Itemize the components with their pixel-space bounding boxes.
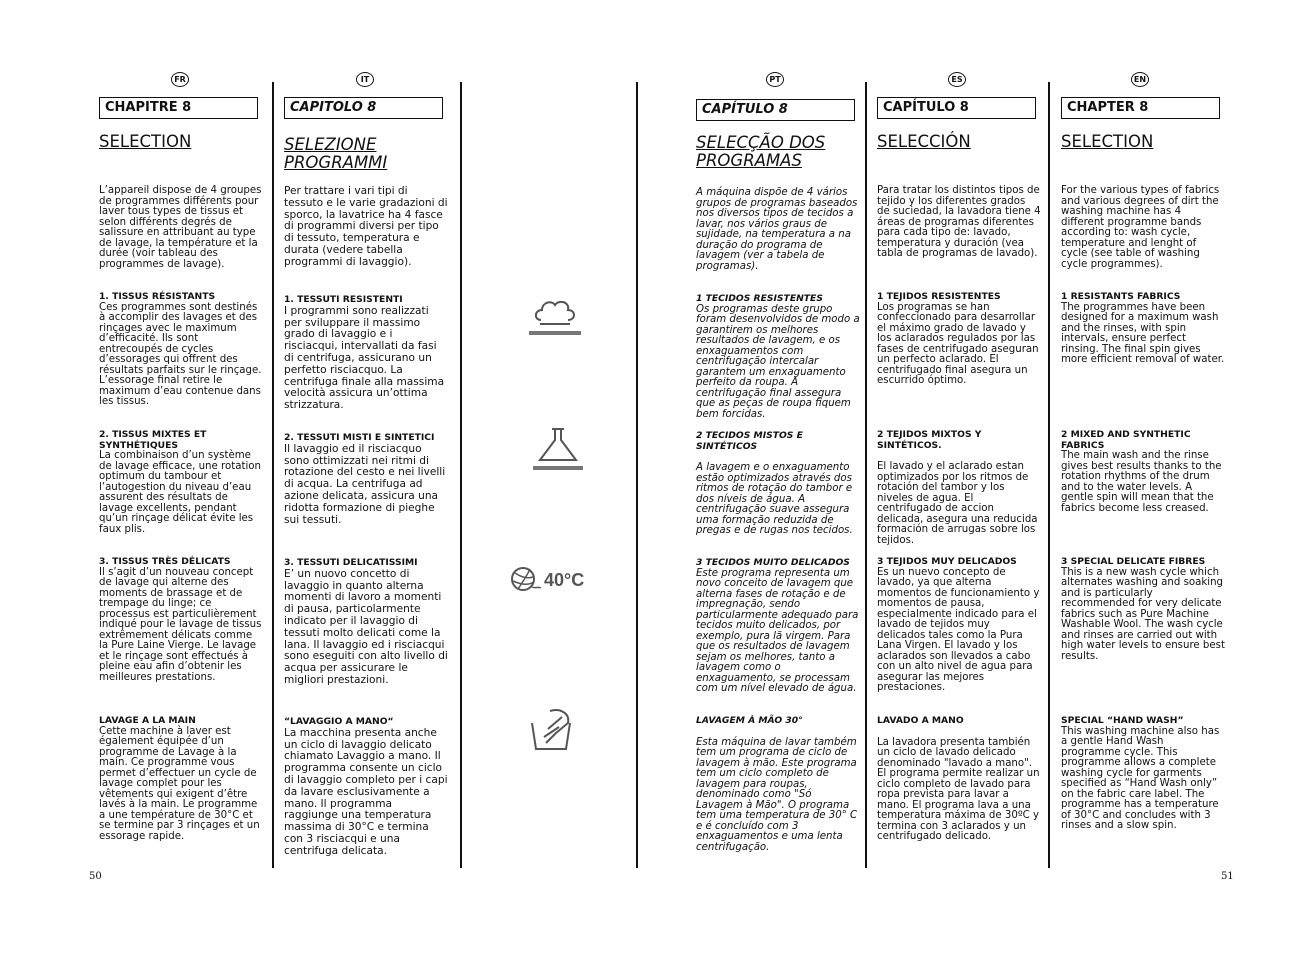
language-flag-it: IT xyxy=(356,72,374,87)
section-4 xyxy=(696,716,860,853)
section-1 xyxy=(877,292,1041,387)
section-body: Il lavaggio ed il risciacquo sono ottimizzati nei ritmi di rotazione del cesto e nei livelli di acqua. La centrifuga ad azione delicata, assicura una ridotta formazione di pieghe sui tessuti. xyxy=(284,442,446,526)
section-3 xyxy=(696,558,860,695)
section-body: The programmes have been designed for a maximum wash and the rinses, with spin intervals, ensure perfect rinsing. The final spin gives more efficient removal of water. xyxy=(1061,301,1225,365)
section-2 xyxy=(696,431,860,537)
section-body: A lavagem e o enxaguamento estão optimizados através dos ritmos de rotação do tambor e dos níveis de água. A centrifugação suave assegura uma formação reduzida de pregas e de rugas nos tecidos. xyxy=(696,462,853,536)
wool-icon xyxy=(508,562,542,600)
section-body: I programmi sono realizzati per sviluppare il massimo grado di lavaggio e i risciacqui, intervallati da fasi di centrifuga, assicurano un perfetto risciacquo. La centrifuga finale alla massima velocità assicura un’ottima strizzatura. xyxy=(284,304,445,412)
chapter-heading: CAPITOLO 8 xyxy=(284,97,443,119)
section-1 xyxy=(99,292,263,408)
section-heading: 3 SPECIAL DELICATE FIBRES xyxy=(1061,556,1206,567)
page-number-left: 50 xyxy=(89,871,102,882)
section-heading: 2 MIXED AND SYNTHETIC FABRICS xyxy=(1061,429,1191,451)
section-3 xyxy=(99,557,263,683)
column-divider xyxy=(460,82,462,868)
section-body: La macchina presenta anche un ciclo di lavaggio delicato chiamato Lavaggio a mano. Il programma consente un ciclo di lavaggio completo per i capi da lavare esclusivamente a mano. Il programma raggiunge una temperatura massima di 30°C e termina con 3 risciacqui e una centrifuga delicata. xyxy=(284,726,448,857)
section-3 xyxy=(284,557,448,687)
section-heading: 2 TECIDOS MISTOS E SINTÉTICOS xyxy=(696,430,803,452)
section-4 xyxy=(877,716,1041,843)
section-heading: 1 RESISTANTS FABRICS xyxy=(1061,291,1181,302)
section-body: La lavadora presenta también un ciclo de lavado delicado denominado "lavado a mano". El programa permite realizar un ciclo completo de lavado para ropa prevista para lavar a mano. El programa lava a una temperatura máxima de 30ºC y termina con 3 aclarados y un centrifugado delicado. xyxy=(877,736,1040,842)
section-1 xyxy=(284,294,448,412)
section-body: The main wash and the rinse gives best results thanks to the rotation rhythms of the drum and to the water levels. A gentle spin will mean that the fabrics become less creased. xyxy=(1061,450,1222,514)
section-heading: 1. TISSUS RÉSISTANTS xyxy=(99,291,216,302)
section-heading: 1 TEJIDOS RESISTENTES xyxy=(877,291,1001,302)
section-heading: 1 TECIDOS RESISTENTES xyxy=(696,293,823,304)
chapter-heading: CAPÍTULO 8 xyxy=(877,97,1036,119)
chapter-heading: CAPÍTULO 8 xyxy=(696,99,855,121)
section-heading: 3. TISSUS TRÈS DÉLICATS xyxy=(99,556,231,567)
language-flag-es: ES xyxy=(948,72,966,87)
section-body: Il s’agit d’un nouveau concept de lavage qui alterne des moments de brassage et de trempage du linge; ce processus est particulièrement indiqué pour le lavage de tissus extrêmement délicats comme la Pure Laine Vierge. Le lavage et le rinçage sont effectués à pleine eau afin d’obtenir les meilleures prestations. xyxy=(99,566,262,683)
section-4 xyxy=(1061,716,1225,832)
intro-text: Para tratar los distintos tipos de tejido y los diferentes grados de suciedad, la lavadora tiene 4 áreas de programas diferentes para cada tipo de: lavado, temperatura y duración (vea tabla de programas de lavado). xyxy=(877,185,1041,259)
section-heading: 2 TEJIDOS MIXTOS Y SINTÉTICOS. xyxy=(877,429,982,451)
intro-text: Per trattare i vari tipi di tessuto e le varie gradazioni di sporco, la lavatrice ha 4 fasce di programmi diversi per tipo di tessuto, temperatura e durata (vedere tabella programmi di lavaggio). xyxy=(284,185,448,268)
section-body: Los programas se han confeccionado para desarrollar el máximo grado de lavado y los aclarados regulados por las fases de centrifugado aseguran un perfecto aclarado. El centrifugado final asegura un escurrido óptimo. xyxy=(877,301,1039,386)
section-body: El lavado y el aclarado estan optimizados por los ritmos de rotación del tambor y los niveles de agua. El centrifugado de accion delicada, asegura una reducida formación de arrugas sobre los tejidos. xyxy=(877,461,1038,546)
section-1 xyxy=(696,294,860,420)
section-2 xyxy=(284,432,448,526)
section-heading: 3. TESSUTI DELICATISSIMI xyxy=(284,557,418,568)
synthetic-flask-icon xyxy=(530,426,586,476)
section-body: Ces programmes sont destinés à accomplir des lavages et des rinçages avec le maximum d’efficacité. Ils sont entrecoupés de cycles d’essorages qui offrent des résultats parfaits sur le rinçage. L’essorage final retire le maximum d’eau contenue dans les tissus. xyxy=(99,301,262,407)
section-heading: LAVAGE A LA MAIN xyxy=(99,715,196,726)
section-body: This washing machine also has a gentle Hand Wash programme cycle. This programme allows a complete washing cycle for garments specified as “Hand Wash only” on the fabric care label. The programme has a temperature of 30°C and concludes with 3 rinses and a slow spin. xyxy=(1061,725,1220,831)
section-title: SELECÇÃO DOS PROGRAMAS xyxy=(696,133,826,170)
section-3 xyxy=(1061,557,1225,662)
section-3 xyxy=(877,557,1041,694)
column-divider xyxy=(865,82,867,868)
page-number-right: 51 xyxy=(1221,871,1234,882)
section-body: La combinaison d’un système de lavage efficace, une rotation optimum du tambour et l’autogestion du niveau d’eau assurent des résultats de lavage excellents, pendant qu’un rinçage délicat évite les faux plis. xyxy=(99,450,261,535)
section-2 xyxy=(1061,430,1225,514)
section-heading: “LAVAGGIO A MANO“ xyxy=(284,716,394,727)
page-gutter-line xyxy=(636,82,638,868)
section-heading: SPECIAL “HAND WASH” xyxy=(1061,715,1184,726)
chapter-heading: CHAPTER 8 xyxy=(1061,97,1220,119)
section-title: SELEZIONE PROGRAMMI xyxy=(284,135,388,172)
section-body: Esta máquina de lavar também tem um programa de ciclo de lavagem à mão. Este programa tem um ciclo completo de lavagem para roupas, denominado como "Só Lavagem à Mão". O programa tem uma temperatura de 30° C e é concluído com 3 enxaguamentos e uma lenta centrifugação. xyxy=(696,736,858,853)
intro-text: A máquina dispõe de 4 vários grupos de programas baseados nos diversos tipos de tecidos a lavar, nos vários graus de sujidade, na temperatura a na duração do programa de lavagem (ver a tabela de programas). xyxy=(696,187,858,272)
section-title: SELECCIÓN xyxy=(877,132,971,151)
section-body: E’ un nuovo concetto di lavaggio in quanto alterna momenti di lavoro a momenti di pausa, particolarmente indicato per il lavaggio di tessuti molto delicati come la lana. Il lavaggio ed i risciacqui sono eseguiti con alto livello di acqua per assicurare le migliori prestazioni. xyxy=(284,567,448,686)
hand-wash-icon xyxy=(526,705,578,757)
section-title: SELECTION xyxy=(99,132,192,151)
section-heading: LAVAGEM À MÃO 30° xyxy=(696,715,803,726)
intro-text: For the various types of fabrics and various degrees of dirt the washing machine has 4 different programme bands according to: wash cycle, temperature and lenght of cycle (see table of washing cycle programmes). xyxy=(1061,185,1220,270)
language-flag-fr: FR xyxy=(171,72,189,87)
language-flag-en: EN xyxy=(1131,72,1149,87)
language-flag-pt: PT xyxy=(766,72,784,87)
section-2 xyxy=(99,430,263,535)
column-divider xyxy=(272,82,274,868)
section-heading: 2. TESSUTI MISTI E SINTETICI xyxy=(284,432,435,443)
cotton-tub-icon xyxy=(526,296,584,342)
section-body: This is a new wash cycle which alternates washing and soaking and is particularly recommended for very delicate fabrics such as Pure Machine Washable Wool. The wash cycle and rinses are carried out with high water levels to ensure best results. xyxy=(1061,566,1225,662)
section-body: Os programas deste grupo foram desenvolvidos de modo a garantirem os melhores resultados de lavagem, e os enxaguamentos com centrifugação intercalar garantem um enxaguamento perfeito da roupa. A centrifugação final assegura que as peças de roupa fiquem bem forcidas. xyxy=(696,303,860,420)
section-body: Este programa representa um novo conceito de lavagem que alterna fases de rotação e de impregnação, sendo particularmente adequado para tecidos muito delicados, por exemplo, pura lã virgem. Para que os resultados de lavagem sejam os melhores, tanto a lavagem como o enxaguamento, se processam com um nível elevado de água. xyxy=(696,567,859,694)
chapter-heading: CHAPITRE 8 xyxy=(99,97,258,119)
intro-text: L’appareil dispose de 4 groupes de programmes différents pour laver tous types de tissus et selon différents degrés de salissure en attribuant au type de lavage, la température et la durée (voir tableau des programmes de lavage). xyxy=(99,185,262,270)
section-heading: 3 TEJIDOS MUY DELICADOS xyxy=(877,556,1017,567)
section-heading: 3 TECIDOS MUITO DELICADOS xyxy=(696,557,850,568)
section-body: Es un nuevo concepto de lavado, ya que alterna momentos de funcionamiento y momentos de pausa, especialmente indicado para el lavado de tejidos muy delicados tales como la Pura Lana Virgen. El lavado y los aclarados son llevados a cabo con un alto nivel de agua para asegurar las mejores prestaciones. xyxy=(877,566,1040,693)
section-4 xyxy=(99,716,263,842)
column-divider xyxy=(1048,82,1050,868)
section-2 xyxy=(877,430,1041,546)
wool-temperature-label: 40°C xyxy=(544,570,585,590)
section-body: Cette machine à laver est également équipée d’un programme de Lavage à la main. Ce programme vous permet d’effectuer un cycle de lavage complet pour les vêtements qui exigent d’être lavés à la main. Le programme a une température de 30°C et se termine par 3 rinçages et un essorage rapide. xyxy=(99,725,260,842)
section-1 xyxy=(1061,292,1225,366)
section-4 xyxy=(284,716,448,858)
section-title: SELECTION xyxy=(1061,132,1154,151)
section-heading: 1. TESSUTI RESISTENTI xyxy=(284,294,403,305)
section-heading: 2. TISSUS MIXTES ET SYNTHÉTIQUES xyxy=(99,429,207,451)
section-heading: LAVADO A MANO xyxy=(877,715,964,726)
